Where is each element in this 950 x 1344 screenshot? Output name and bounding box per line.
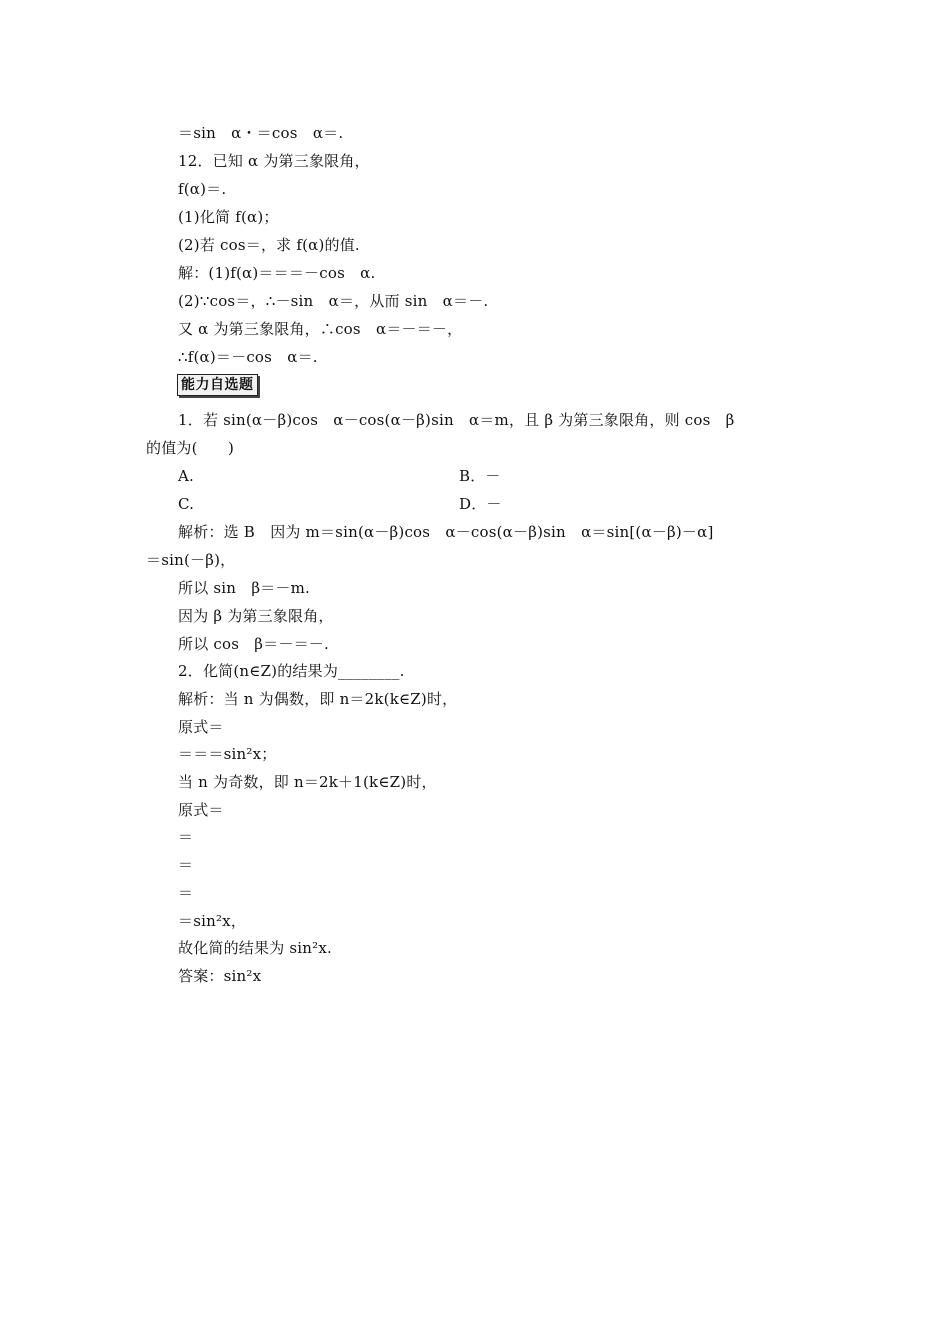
solution-line: 所以 cos β＝－＝－.: [178, 635, 329, 653]
answer-line: 答案：sin²x: [178, 967, 262, 985]
option-a: A.: [178, 467, 195, 485]
text-line: 的值为( ): [146, 439, 235, 457]
solution-line: 所以 sin β＝－m.: [178, 579, 310, 597]
section-heading: 能力自选题: [177, 374, 258, 396]
option-c: C.: [178, 495, 195, 513]
solution-line: 原式＝: [178, 718, 224, 736]
option-b: B．－: [459, 467, 501, 485]
solution-line: ＝sin²x，: [178, 912, 247, 930]
solution-line: 当 n 为奇数，即 n＝2k＋1(k∈Z)时，: [178, 773, 437, 791]
text-line: 又 α 为第三象限角，∴cos α＝－＝－，: [178, 320, 463, 338]
text-line: f(α)＝.: [178, 180, 227, 198]
text-line: (2)∵cos＝，∴－sin α＝，从而 sin α＝－.: [178, 292, 489, 310]
solution-line: ＝＝＝sin²x；: [178, 745, 277, 763]
text-line: (2)若 cos＝，求 f(α)的值.: [178, 236, 360, 254]
problem-12-heading: 12．已知 α 为第三象限角，: [178, 152, 370, 170]
solution-line: 原式＝: [178, 801, 224, 819]
option-d: D．－: [459, 495, 502, 513]
solution-line: 解析：当 n 为偶数，即 n＝2k(k∈Z)时，: [178, 690, 458, 708]
text-line: ＝sin α・＝cos α＝.: [178, 124, 344, 142]
question-2: 2．化简(n∈Z)的结果为________.: [178, 662, 405, 680]
solution-line: 因为 β 为第三象限角，: [178, 607, 334, 625]
solution-line: ＝: [178, 856, 194, 874]
text-line: (1)化简 f(α)；: [178, 208, 279, 226]
solution-line: ＝: [178, 828, 194, 846]
solution-line: 故化简的结果为 sin²x.: [178, 939, 332, 957]
solution-line: ＝: [178, 884, 194, 902]
solution-line: 解析：选 B 因为 m＝sin(α－β)cos α－cos(α－β)sin α＝sin[(α－β)－α]: [178, 523, 714, 541]
solution-line: ＝sin(－β)，: [146, 551, 236, 569]
question-1: 1．若 sin(α－β)cos α－cos(α－β)sin α＝m，且 β 为第三象限角，则 cos β: [178, 411, 735, 429]
text-line: 解：(1)f(α)＝＝＝－cos α.: [178, 264, 376, 282]
text-line: ∴f(α)＝－cos α＝.: [178, 348, 318, 366]
